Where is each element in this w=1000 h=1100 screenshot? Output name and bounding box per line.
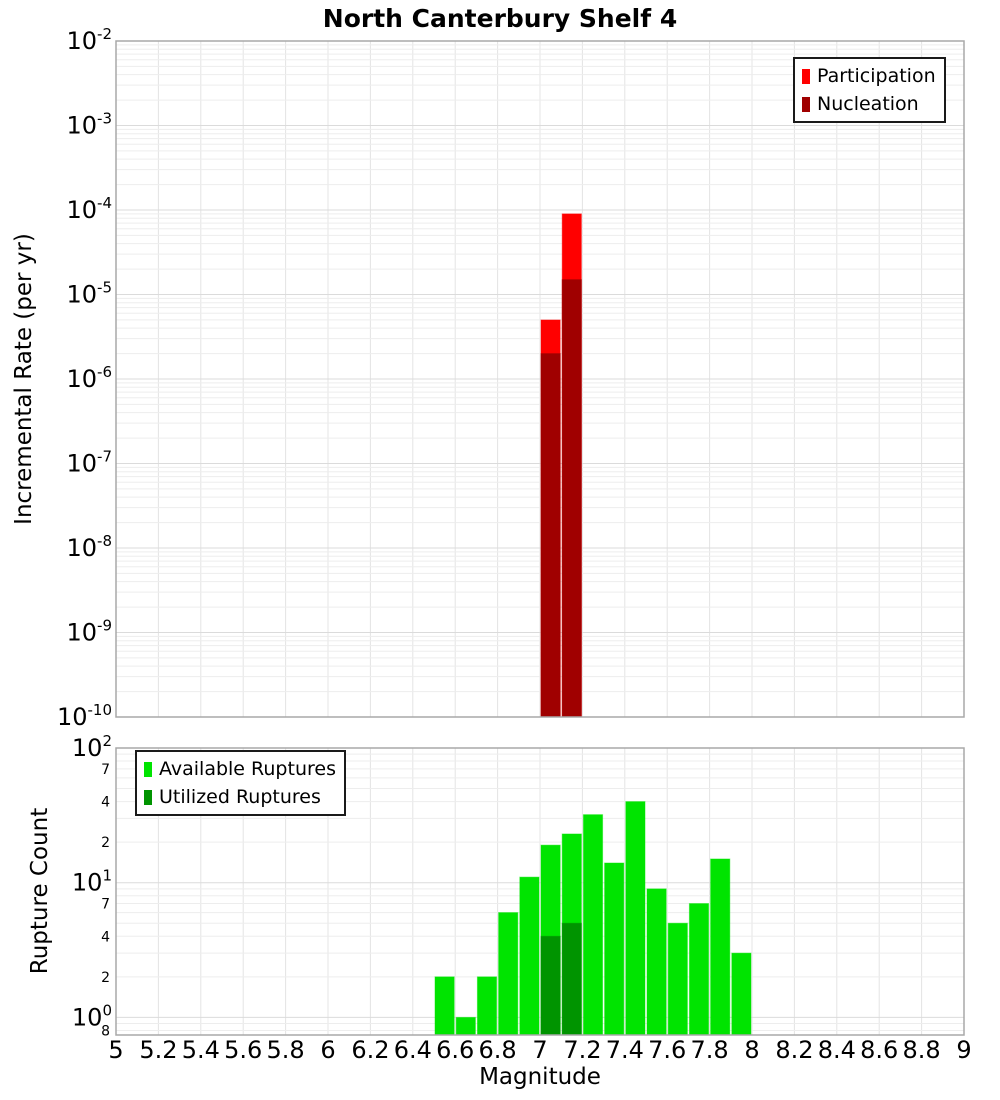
- y-minor-tick-label: 4: [101, 794, 110, 811]
- legend-count: [135, 750, 346, 816]
- nucleation-bar: [541, 354, 560, 717]
- y-tick-label: $10^{-3}$: [66, 109, 112, 140]
- nucleation-bar: [562, 280, 581, 717]
- x-tick-label: 7.4: [605, 1036, 644, 1064]
- x-tick-label: 8.2: [775, 1036, 814, 1064]
- x-tick-label: 8.4: [817, 1036, 856, 1064]
- available-ruptures-bar: [583, 815, 602, 1035]
- x-tick-label: 6.4: [393, 1036, 432, 1064]
- legend-item-participation: [802, 62, 936, 90]
- y-minor-tick-label: 4: [101, 929, 110, 946]
- y-tick-label: $10^{-5}$: [66, 278, 112, 309]
- y-tick-label: $10^{-7}$: [66, 447, 112, 478]
- y-axis-title-count: Rupture Count: [27, 807, 53, 975]
- available-ruptures-bar: [689, 904, 708, 1035]
- x-tick-label: 5.2: [139, 1036, 178, 1064]
- x-axis-title: Magnitude: [479, 1064, 601, 1090]
- x-tick-label: 5.6: [224, 1036, 263, 1064]
- y-tick-label: $10^{-9}$: [66, 616, 112, 647]
- x-tick-label: 7.6: [648, 1036, 687, 1064]
- x-tick-label: 7.8: [690, 1036, 729, 1064]
- y-tick-label: $10^{-4}$: [66, 194, 112, 224]
- available-ruptures-bar: [626, 802, 645, 1035]
- legend-item-nucleation: [802, 90, 936, 118]
- available-ruptures-bar: [477, 977, 496, 1035]
- utilized-ruptures-swatch: [144, 790, 152, 805]
- legend-rate: [793, 57, 946, 123]
- y-minor-tick-label: 2: [101, 969, 110, 986]
- available-ruptures-bar: [456, 1017, 475, 1035]
- available-ruptures-bar: [435, 977, 454, 1035]
- x-tick-label: 8.8: [902, 1036, 941, 1064]
- utilized-ruptures-bar: [541, 936, 560, 1035]
- x-tick-label: 6.6: [436, 1036, 475, 1064]
- y-tick-label: $10^{-10}$: [56, 701, 112, 731]
- x-tick-label: 7: [532, 1036, 548, 1064]
- y-tick-label: $10^0$: [71, 1001, 112, 1032]
- x-tick-label: 7.2: [563, 1036, 602, 1064]
- available-ruptures-swatch: [144, 762, 152, 777]
- available-ruptures-bar: [668, 923, 687, 1035]
- x-tick-label: 5: [108, 1036, 124, 1064]
- x-tick-label: 6: [320, 1036, 336, 1064]
- participation-swatch: [802, 69, 810, 84]
- utilized-ruptures-bar: [562, 923, 581, 1035]
- x-tick-label: 6.8: [478, 1036, 517, 1064]
- x-tick-label: 6.2: [351, 1036, 390, 1064]
- y-tick-label: $10^2$: [71, 732, 112, 762]
- y-tick-label: $10^{-6}$: [66, 363, 112, 393]
- nucleation-swatch: [802, 97, 810, 112]
- chart-title: North Canterbury Shelf 4: [322, 4, 678, 33]
- available-ruptures-bar: [520, 877, 539, 1035]
- y-minor-tick-label: 7: [101, 896, 110, 913]
- available-ruptures-bar: [711, 859, 730, 1035]
- legend-label-nucleation: Nucleation: [817, 93, 919, 115]
- y-tick-label: $10^{-2}$: [66, 25, 112, 55]
- x-tick-label: 9: [956, 1036, 972, 1064]
- available-ruptures-bar: [499, 913, 518, 1035]
- x-tick-label: 8: [744, 1036, 760, 1064]
- y-tick-label: $10^{-8}$: [66, 532, 112, 562]
- legend-label-participation: Participation: [817, 65, 936, 87]
- y-axis-title-rate: Incremental Rate (per yr): [11, 233, 37, 525]
- y-minor-tick-label: 2: [101, 835, 110, 852]
- x-tick-label: 5.4: [181, 1036, 220, 1064]
- available-ruptures-bar: [647, 889, 666, 1035]
- available-ruptures-bar: [605, 863, 624, 1035]
- legend-item-available-ruptures: [144, 755, 336, 783]
- x-tick-label: 5.8: [266, 1036, 305, 1064]
- legend-label-utilized-ruptures: Utilized Ruptures: [159, 786, 321, 808]
- x-tick-label: 8.6: [860, 1036, 899, 1064]
- available-ruptures-bar: [732, 953, 751, 1035]
- y-tick-label: $10^1$: [71, 866, 112, 897]
- legend-item-utilized-ruptures: [144, 783, 336, 811]
- legend-label-available-ruptures: Available Ruptures: [159, 758, 336, 780]
- y-minor-tick-label: 7: [101, 761, 110, 778]
- y-minor-tick-label: 8: [101, 1023, 110, 1040]
